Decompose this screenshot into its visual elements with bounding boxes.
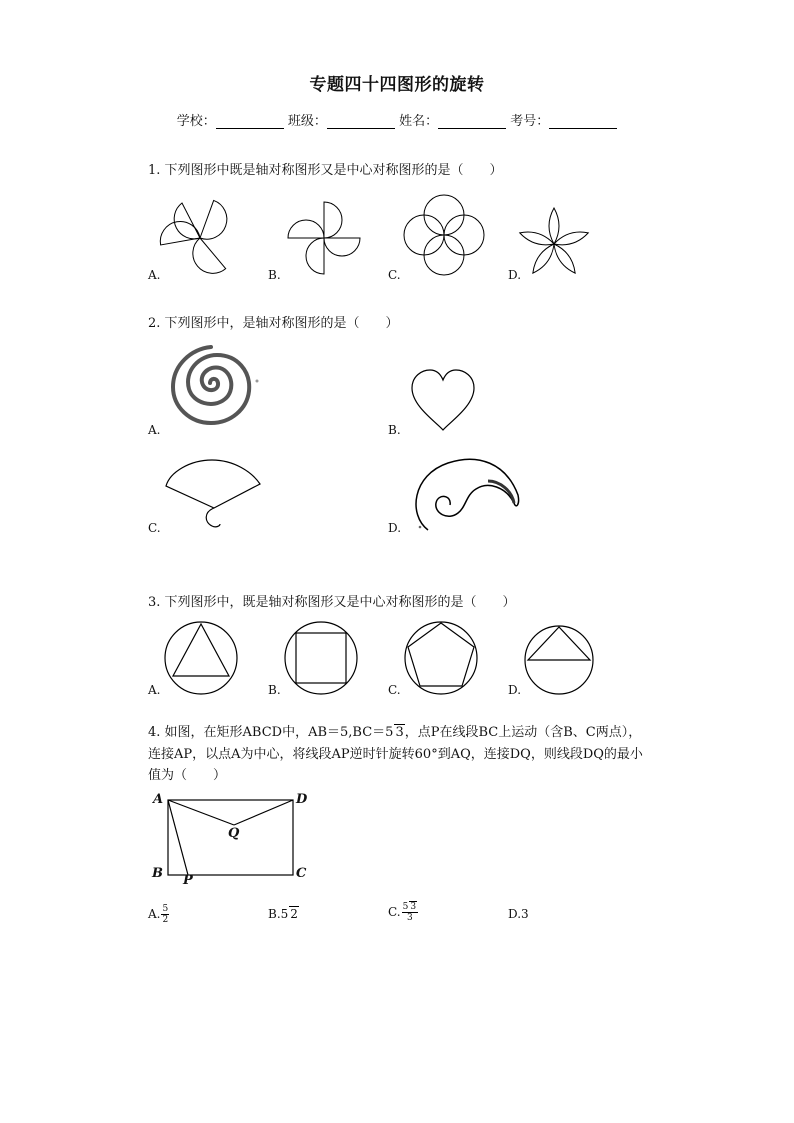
q1-option-b-figure	[282, 200, 366, 278]
question-3-text: 3. 下列图形中，既是轴对称图形又是中心对称图形的是（ ）	[148, 595, 516, 610]
point-p-label: P	[183, 873, 193, 888]
q4-option-a[interactable]: A. $\frac{5}{2}$	[148, 904, 169, 925]
q2-option-d-label[interactable]: D.	[388, 521, 402, 535]
segment-ap	[168, 800, 188, 875]
q2-option-d-figure	[408, 455, 523, 535]
q4-option-b[interactable]: B.5 2	[268, 907, 298, 921]
q1-option-b-label[interactable]: B.	[268, 268, 281, 282]
name-blank[interactable]	[438, 114, 506, 129]
q2-option-a-label[interactable]: A.	[148, 423, 161, 437]
segment-aq	[168, 800, 234, 825]
fraction-5-over-2: $\frac{5}{2}$	[162, 904, 169, 925]
sqrt-2: 2	[290, 907, 298, 921]
q3-option-b-figure	[283, 620, 359, 696]
q1-option-c-label[interactable]: C.	[388, 268, 401, 282]
q1-option-d-label[interactable]: D.	[508, 268, 522, 282]
question-2-text: 2. 下列图形中，是轴对称图形的是（ ）	[148, 316, 399, 331]
q1-option-a-label[interactable]: A.	[148, 268, 161, 282]
exam-number-label: 考号：	[510, 114, 550, 129]
school-blank[interactable]	[216, 114, 284, 129]
sqrt-3: 3	[395, 725, 404, 740]
point-d-label: D	[296, 792, 308, 807]
class-blank[interactable]	[327, 114, 395, 129]
q2-option-c-label[interactable]: C.	[148, 521, 161, 535]
point-b-label: B	[152, 866, 163, 881]
segment-dq	[234, 800, 293, 825]
question-4-text-line-2: 连接AP，以点A为中心，将线段AP逆时针旋转60°到AQ，连接DQ，则线段DQ的最小	[148, 747, 643, 762]
q1-option-d-figure	[522, 206, 586, 276]
q3-option-a-figure	[163, 620, 239, 696]
fraction-5sqrt3-over-3: $\frac{5 3}{3}$	[402, 902, 417, 923]
q3-option-c-figure	[403, 620, 479, 696]
point-c-label: C	[296, 866, 307, 881]
question-4-text-line-1: 4. 如图，在矩形ABCD中，AB＝5,BC＝5 3，点P在线段BC上运动（含B、C两点），	[148, 725, 642, 740]
q1-option-c-figure	[402, 193, 486, 277]
q3-option-b-label[interactable]: B.	[268, 683, 281, 697]
q2-option-c-figure	[160, 458, 270, 533]
point-q-label: Q	[228, 826, 240, 841]
q3-option-d-figure	[523, 624, 595, 696]
student-info-line	[0, 110, 794, 129]
q3-option-a-label[interactable]: A.	[148, 683, 161, 697]
question-4-text-line-3: 值为（ ）	[148, 768, 227, 783]
point-a-label: A	[153, 792, 164, 807]
q3-option-d-label[interactable]: D.	[508, 683, 522, 697]
q1-option-a-figure	[160, 198, 240, 278]
q2-option-b-label[interactable]: B.	[388, 423, 401, 437]
q3-option-c-label[interactable]: C.	[388, 683, 401, 697]
q4-option-d[interactable]: D.3	[508, 907, 529, 921]
question-1-text: 1. 下列图形中既是轴对称图形又是中心对称图形的是（ ）	[148, 163, 503, 178]
school-label: 学校：	[176, 114, 216, 129]
page-title: 专题四十四图形的旋转	[309, 75, 485, 95]
q4-option-c[interactable]: C. $\frac{5 3}{3}$	[388, 902, 417, 923]
exam-number-blank[interactable]	[549, 114, 617, 129]
q2-option-a-figure	[165, 343, 265, 433]
class-label: 班级：	[287, 114, 327, 129]
q2-option-b-figure	[408, 368, 478, 432]
name-label: 姓名：	[399, 114, 439, 129]
